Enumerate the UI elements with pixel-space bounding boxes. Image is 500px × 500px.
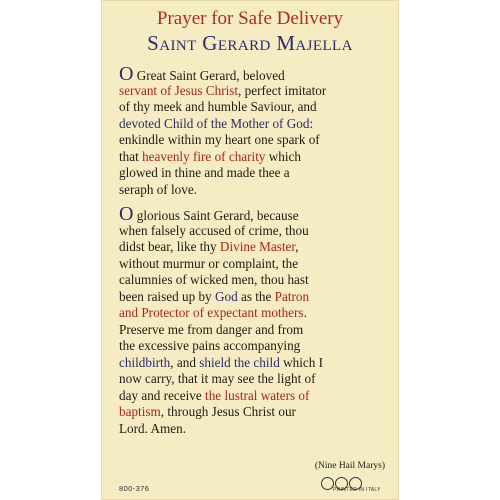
prayer-line [119, 371, 385, 388]
prayer-line [119, 203, 385, 225]
prayer-text: the excessive pains accompanying [119, 338, 301, 353]
prayer-line [119, 322, 385, 339]
prayer-line [119, 421, 385, 438]
prayer-line [119, 165, 385, 182]
prayer-line [119, 83, 385, 100]
prayer-text: calumnies of wicked men, thou hast [119, 272, 309, 287]
prayer-text: . [303, 305, 307, 320]
prayer-line [119, 99, 385, 116]
initial-letter: O [119, 63, 134, 85]
prayer-text: as the [237, 288, 275, 304]
highlighted-text: and Protector of expectant mothers [119, 305, 304, 320]
prayer-text: , through Jesus Christ our [160, 404, 296, 419]
prayer-line [119, 149, 385, 166]
footnote: (Nine Hail Marys) [314, 461, 385, 471]
prayer-line [119, 404, 385, 421]
prayer-text: , and [170, 354, 200, 370]
prayer-text: without murmur or complaint, the [119, 255, 299, 271]
prayer-line [119, 338, 385, 355]
highlighted-text: devoted Child of the Mother of God [119, 115, 310, 131]
prayer-line [119, 132, 385, 149]
prayer-card [101, 0, 399, 500]
prayer-line [119, 272, 385, 289]
prayer-line [119, 239, 385, 256]
prayer-line [119, 182, 385, 199]
highlighted-text: Divine Master [219, 239, 296, 254]
prayer-line [119, 305, 385, 322]
highlighted-text: heavenly fire of charity [142, 148, 266, 164]
prayer-text: Great Saint Gerard, beloved [133, 68, 285, 83]
prayer-line [119, 223, 385, 240]
highlighted-text: the lustral waters of [205, 387, 310, 403]
card-subtitle: Saint Gerard Majella [147, 31, 353, 55]
prayer-paragraph-1 [119, 63, 385, 198]
prayer-paragraph-2 [119, 203, 385, 437]
highlighted-text: Patron [274, 288, 310, 304]
prayer-text: day and receive [119, 387, 206, 403]
highlighted-text: servant of Jesus Christ [119, 82, 239, 98]
initial-letter: O [119, 203, 134, 225]
prayer-text: Preserve me from danger and from [119, 321, 304, 337]
printed-in-italy: PRINTED IN ITALY [333, 487, 381, 493]
prayer-line [119, 388, 385, 405]
prayer-text: glowed in thine and made thee a [119, 165, 290, 180]
prayer-text: , perfect imitator [238, 82, 327, 98]
prayer-text: of thy meek and humble Saviour, and [119, 99, 317, 114]
prayer-line [119, 256, 385, 273]
prayer-text: : [309, 115, 314, 131]
prayer-line [119, 355, 385, 372]
prayer-line [119, 63, 385, 85]
prayer-text: didst bear, like thy [119, 239, 220, 254]
prayer-text: glorious Saint Gerard, because [133, 208, 299, 223]
highlighted-text: God [214, 288, 238, 304]
prayer-text: which I [279, 354, 324, 370]
prayer-text: enkindle within my heart one spark of [119, 132, 320, 147]
prayer-line [119, 116, 385, 133]
prayer-text: that [119, 148, 143, 164]
highlighted-text: shield the child [199, 354, 280, 370]
highlighted-text: baptism [119, 404, 161, 419]
prayer-text: seraph of love. [119, 181, 197, 197]
prayer-text: , [295, 239, 299, 254]
prayer-text: now carry, that it may see the light of [119, 371, 316, 386]
prayer-text: been raised up by [119, 288, 215, 304]
prayer-line [119, 289, 385, 306]
prayer-text: when falsely accused of crime, thou [119, 222, 309, 238]
prayer-text: Lord. Amen. [119, 420, 187, 436]
prayer-text: which [265, 148, 301, 164]
highlighted-text: childbirth [119, 354, 171, 370]
product-code: 800-376 [119, 484, 150, 493]
card-title: Prayer for Safe Delivery [156, 8, 344, 29]
